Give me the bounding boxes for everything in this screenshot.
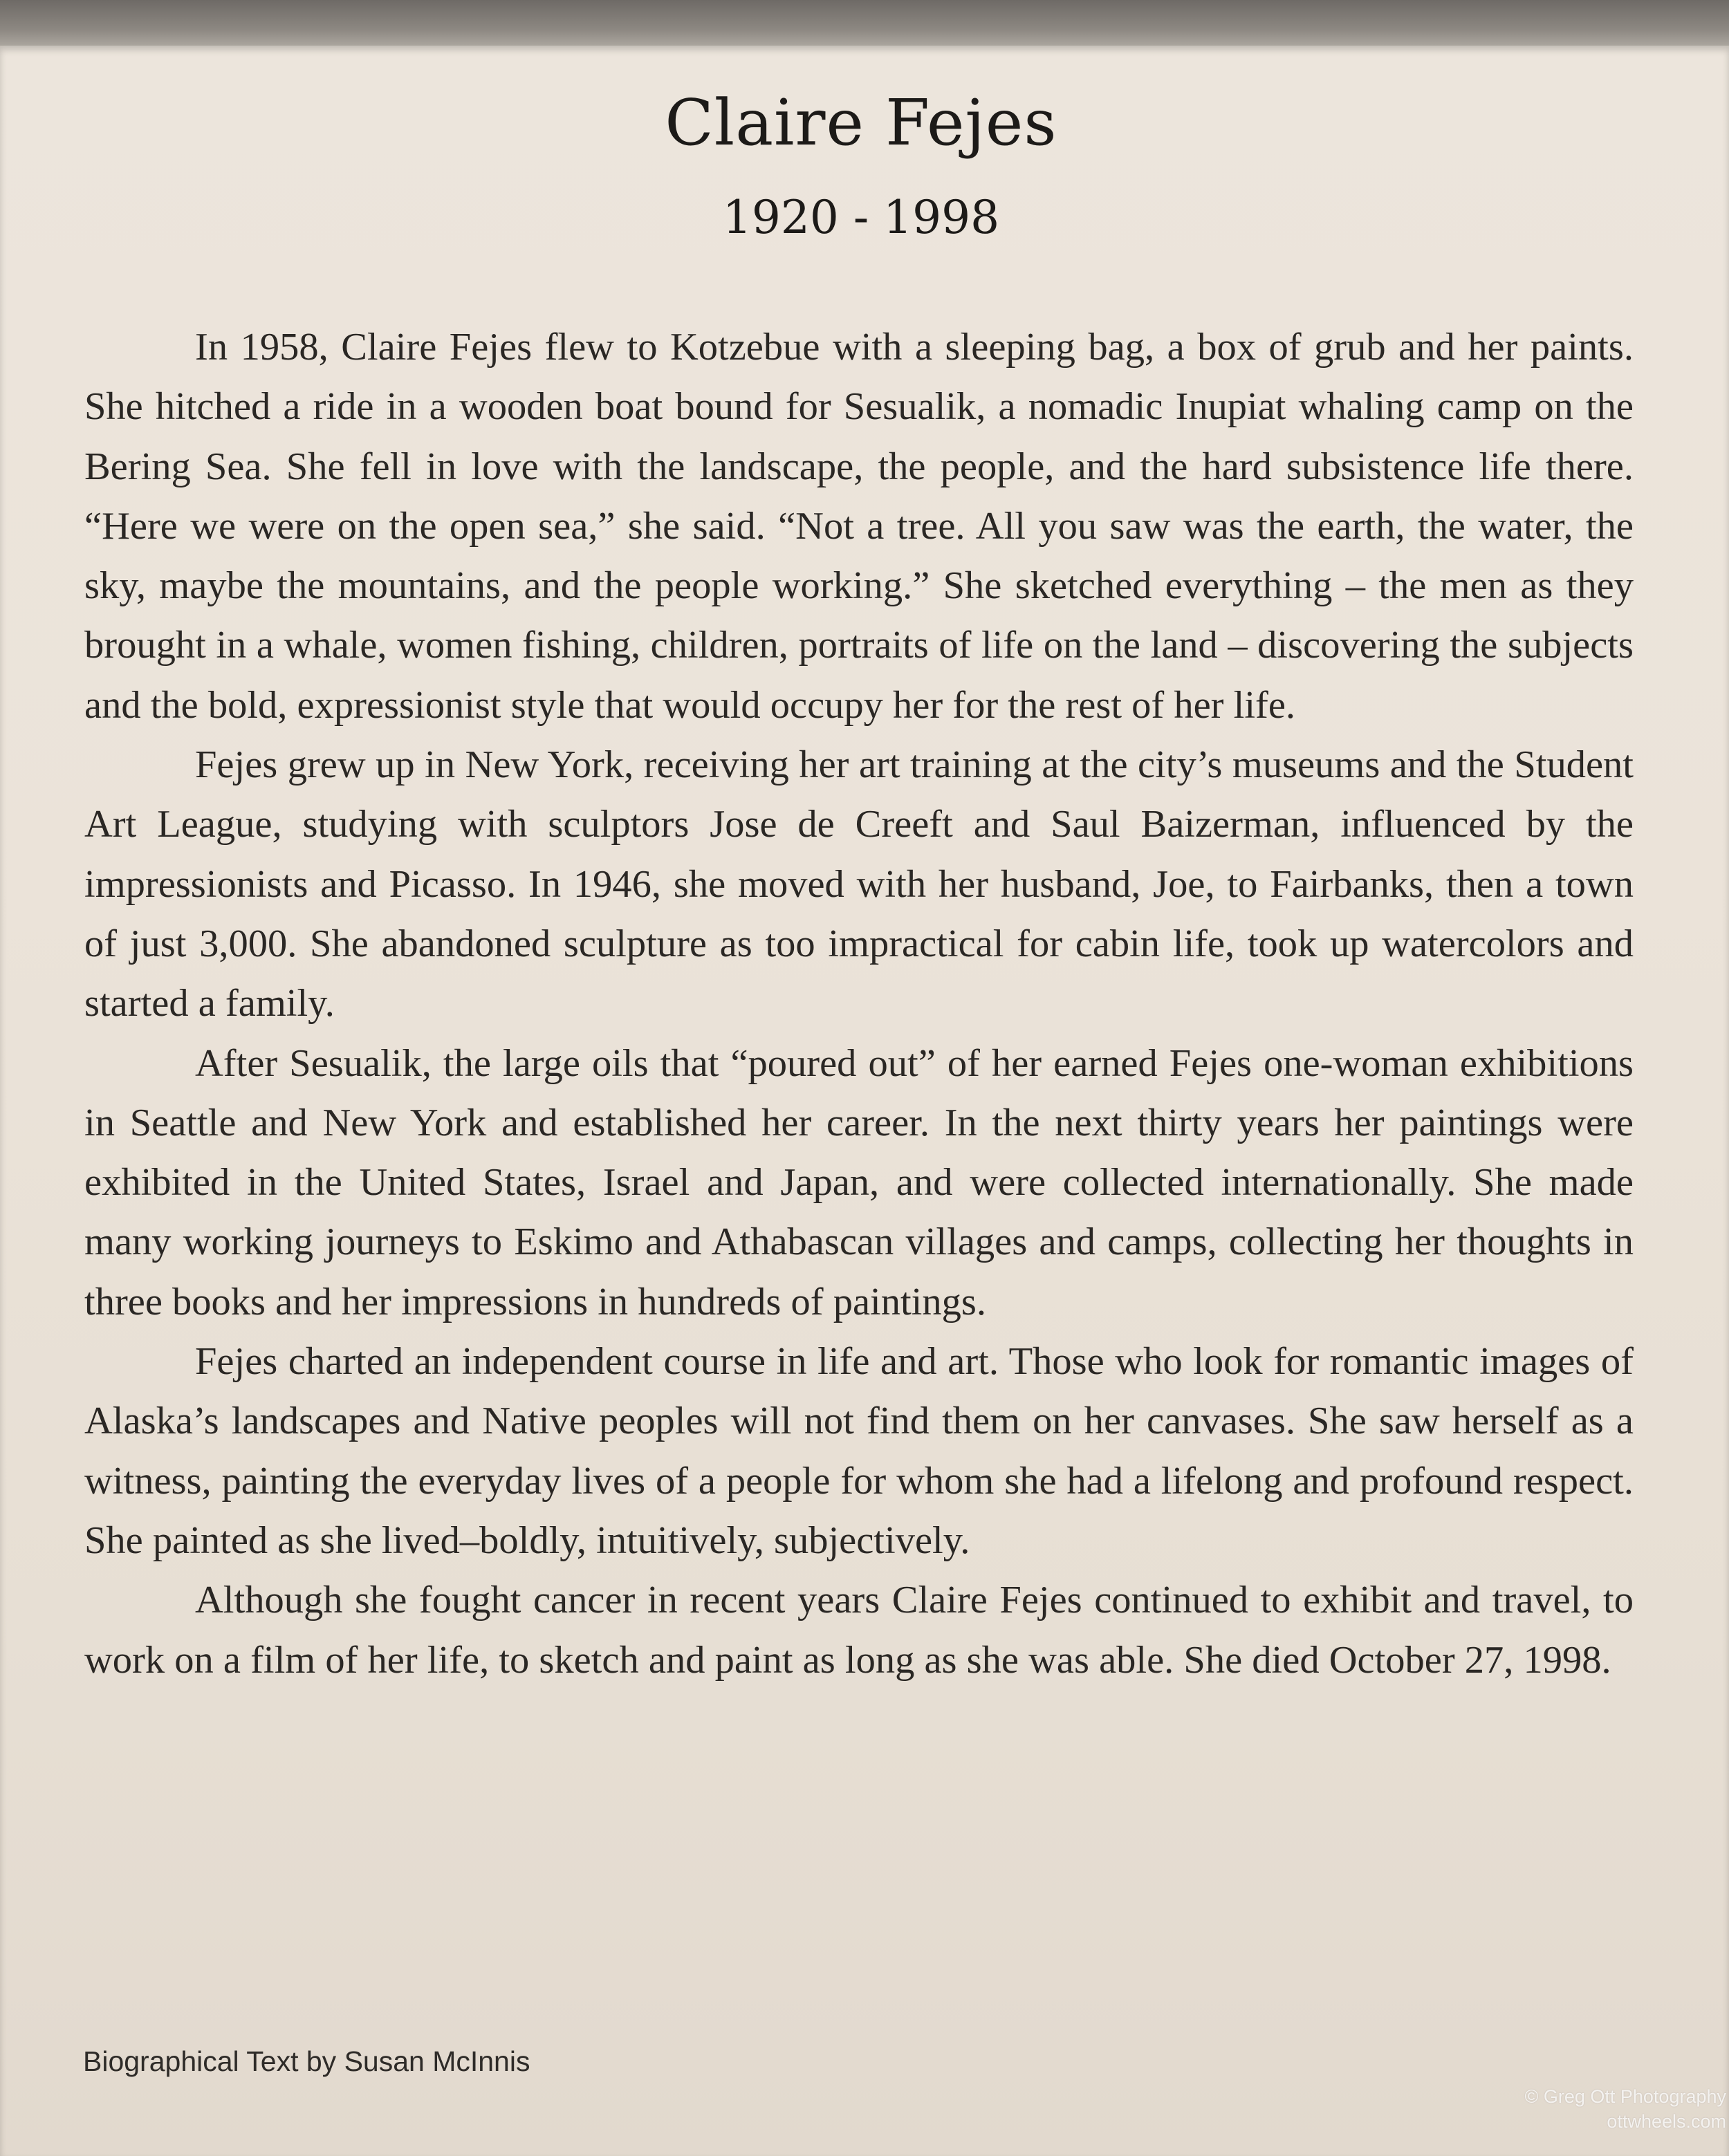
paragraph-4: Fejes charted an independent course in life and art. Those who look for romantic images of Alaska’s landscapes and Native peoples will not find them on her canvases. She saw herself as a witness, painting the everyday lives of a people for whom she had a lifelong and profound respect. She painted as she lived–boldly, intuitively, subjectively. xyxy=(84,1340,1634,1562)
wall-shadow xyxy=(0,0,1729,50)
paragraph-2: Fejes grew up in New York, receiving her art training at the city’s museums and the Student Art League, studying with sculptors Jose de Creeft and Saul Baizerman, influenced by the impressionists and Picasso. In 1946, she moved with her husband, Joe, to Fairbanks, then a town of just 3,000. She abandoned sculpture as too impractical for cabin life, took up watercolors and started a family. xyxy=(84,743,1634,1025)
watermark-site: ottwheels.com xyxy=(1607,2111,1726,2132)
placard-title: Claire Fejes xyxy=(665,86,1057,160)
paragraph-1: In 1958, Claire Fejes flew to Kotzebue with a sleeping bag, a box of grub and her paints. She hitched a ride in a wooden boat bound for Sesualik, a nomadic Inupiat whaling camp on the Bering Sea. She fell in love with the landscape, the people, and the hard subsistence life there. “Here we were on the open sea,” she said. “Not a tree. All you saw was the earth, the water, the sky, maybe the mountains, and the people working.” She sketched everything – the men as they brought in a whale, women fishing, children, portraits of life on the land – discovering the subjects and the bold, expressionist style that would occupy her for the rest of her life. xyxy=(84,326,1634,727)
watermark-copyright: © Greg Ott Photography xyxy=(1524,2086,1726,2107)
paragraph-3: After Sesualik, the large oils that “poured out” of her earned Fejes one-woman exhibitions in Seattle and New York and established her career. In the next thirty years her paintings were exhibited in the United States, Israel and Japan, and were collected internationally. She made many working journeys to Eskimo and Athabascan villages and camps, collecting her thoughts in three books and her impressions in hundreds of paintings. xyxy=(84,1041,1634,1323)
placard-dates: 1920 - 1998 xyxy=(722,191,1000,244)
author-credit: Biographical Text by Susan McInnis xyxy=(83,2045,530,2077)
paragraph-5: Although she fought cancer in recent years Claire Fejes continued to exhibit and travel, to work on a film of her life, to sketch and paint as long as she was able. She died October 27, 1998. xyxy=(84,1579,1634,1682)
biography-text xyxy=(84,317,1634,1690)
placard xyxy=(0,46,1729,2156)
photo-watermark xyxy=(1524,2084,1726,2134)
